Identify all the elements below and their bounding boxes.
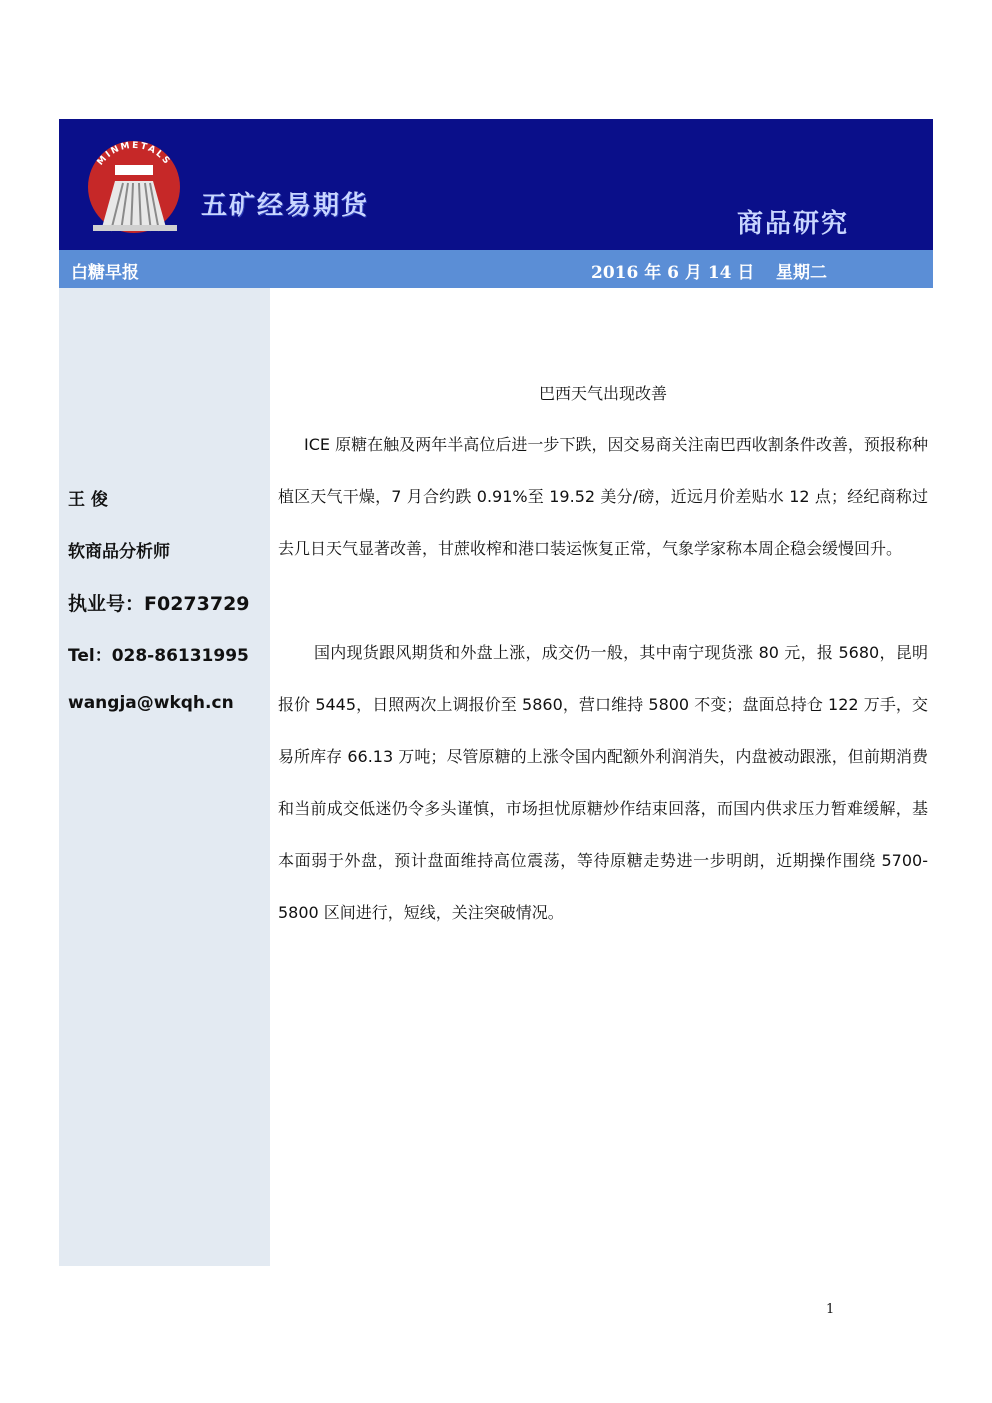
article-paragraph: 国内现货跟风期货和外盘上涨，成交仍一般，其中南宁现货涨 80 元，报 5680，昆明报价 5445，日照两次上调报价至 5860，营口维持 5800 不变；盘面总持仓 122 万手，交易所库存 66.13 万吨；尽管原糖的上涨令国内配额外利润消失，内盘被动跟涨，但前期消费和当前成交低迷仍令多头谨慎，市场担忧原糖炒作结束回落，而国内供求压力暂难缓解，基本面弱于外盘，预计盘面维持高位震荡，等待原糖走势进一步明朗，近期操作围绕 5700-5800 区间进行，短线，关注突破情况。 xyxy=(278,643,928,922)
report-weekday: 星期二 xyxy=(776,263,827,283)
logo-arc-text: MINMETALS xyxy=(95,140,173,168)
author-title: 软商品分析师 xyxy=(68,542,170,562)
article-paragraph: ICE 原糖在触及两年半高位后进一步下跌，因交易商关注南巴西收割条件改善，预报称种植区天气干燥，7 月合约跌 0.91%至 19.52 美分/磅，近远月价差贴水 12 点；经纪商称过去几日天气显著改善，甘蔗收榨和港口装运恢复正常，气象学家称本周企稳会缓慢回升。 xyxy=(278,435,928,558)
page-number: 1 xyxy=(826,1302,835,1317)
report-date: 2016 年 6 月 14 日 xyxy=(591,263,755,283)
author-license: 执业号：F0273729 xyxy=(68,593,250,615)
author-sidebar xyxy=(59,288,270,1266)
section-title: 商品研究 xyxy=(737,209,850,239)
brand-name: 五矿经易期货 xyxy=(201,191,370,221)
report-header xyxy=(59,119,933,250)
minmetals-logo xyxy=(81,135,187,235)
article-title: 巴西天气出现改善 xyxy=(538,384,667,403)
author-email: wangja@wkqh.cn xyxy=(68,693,234,713)
author-name: 王 俊 xyxy=(68,490,108,510)
report-name: 白糖早报 xyxy=(71,263,139,283)
report-subbar xyxy=(59,250,933,288)
author-tel: Tel：028-86131995 xyxy=(68,646,249,666)
